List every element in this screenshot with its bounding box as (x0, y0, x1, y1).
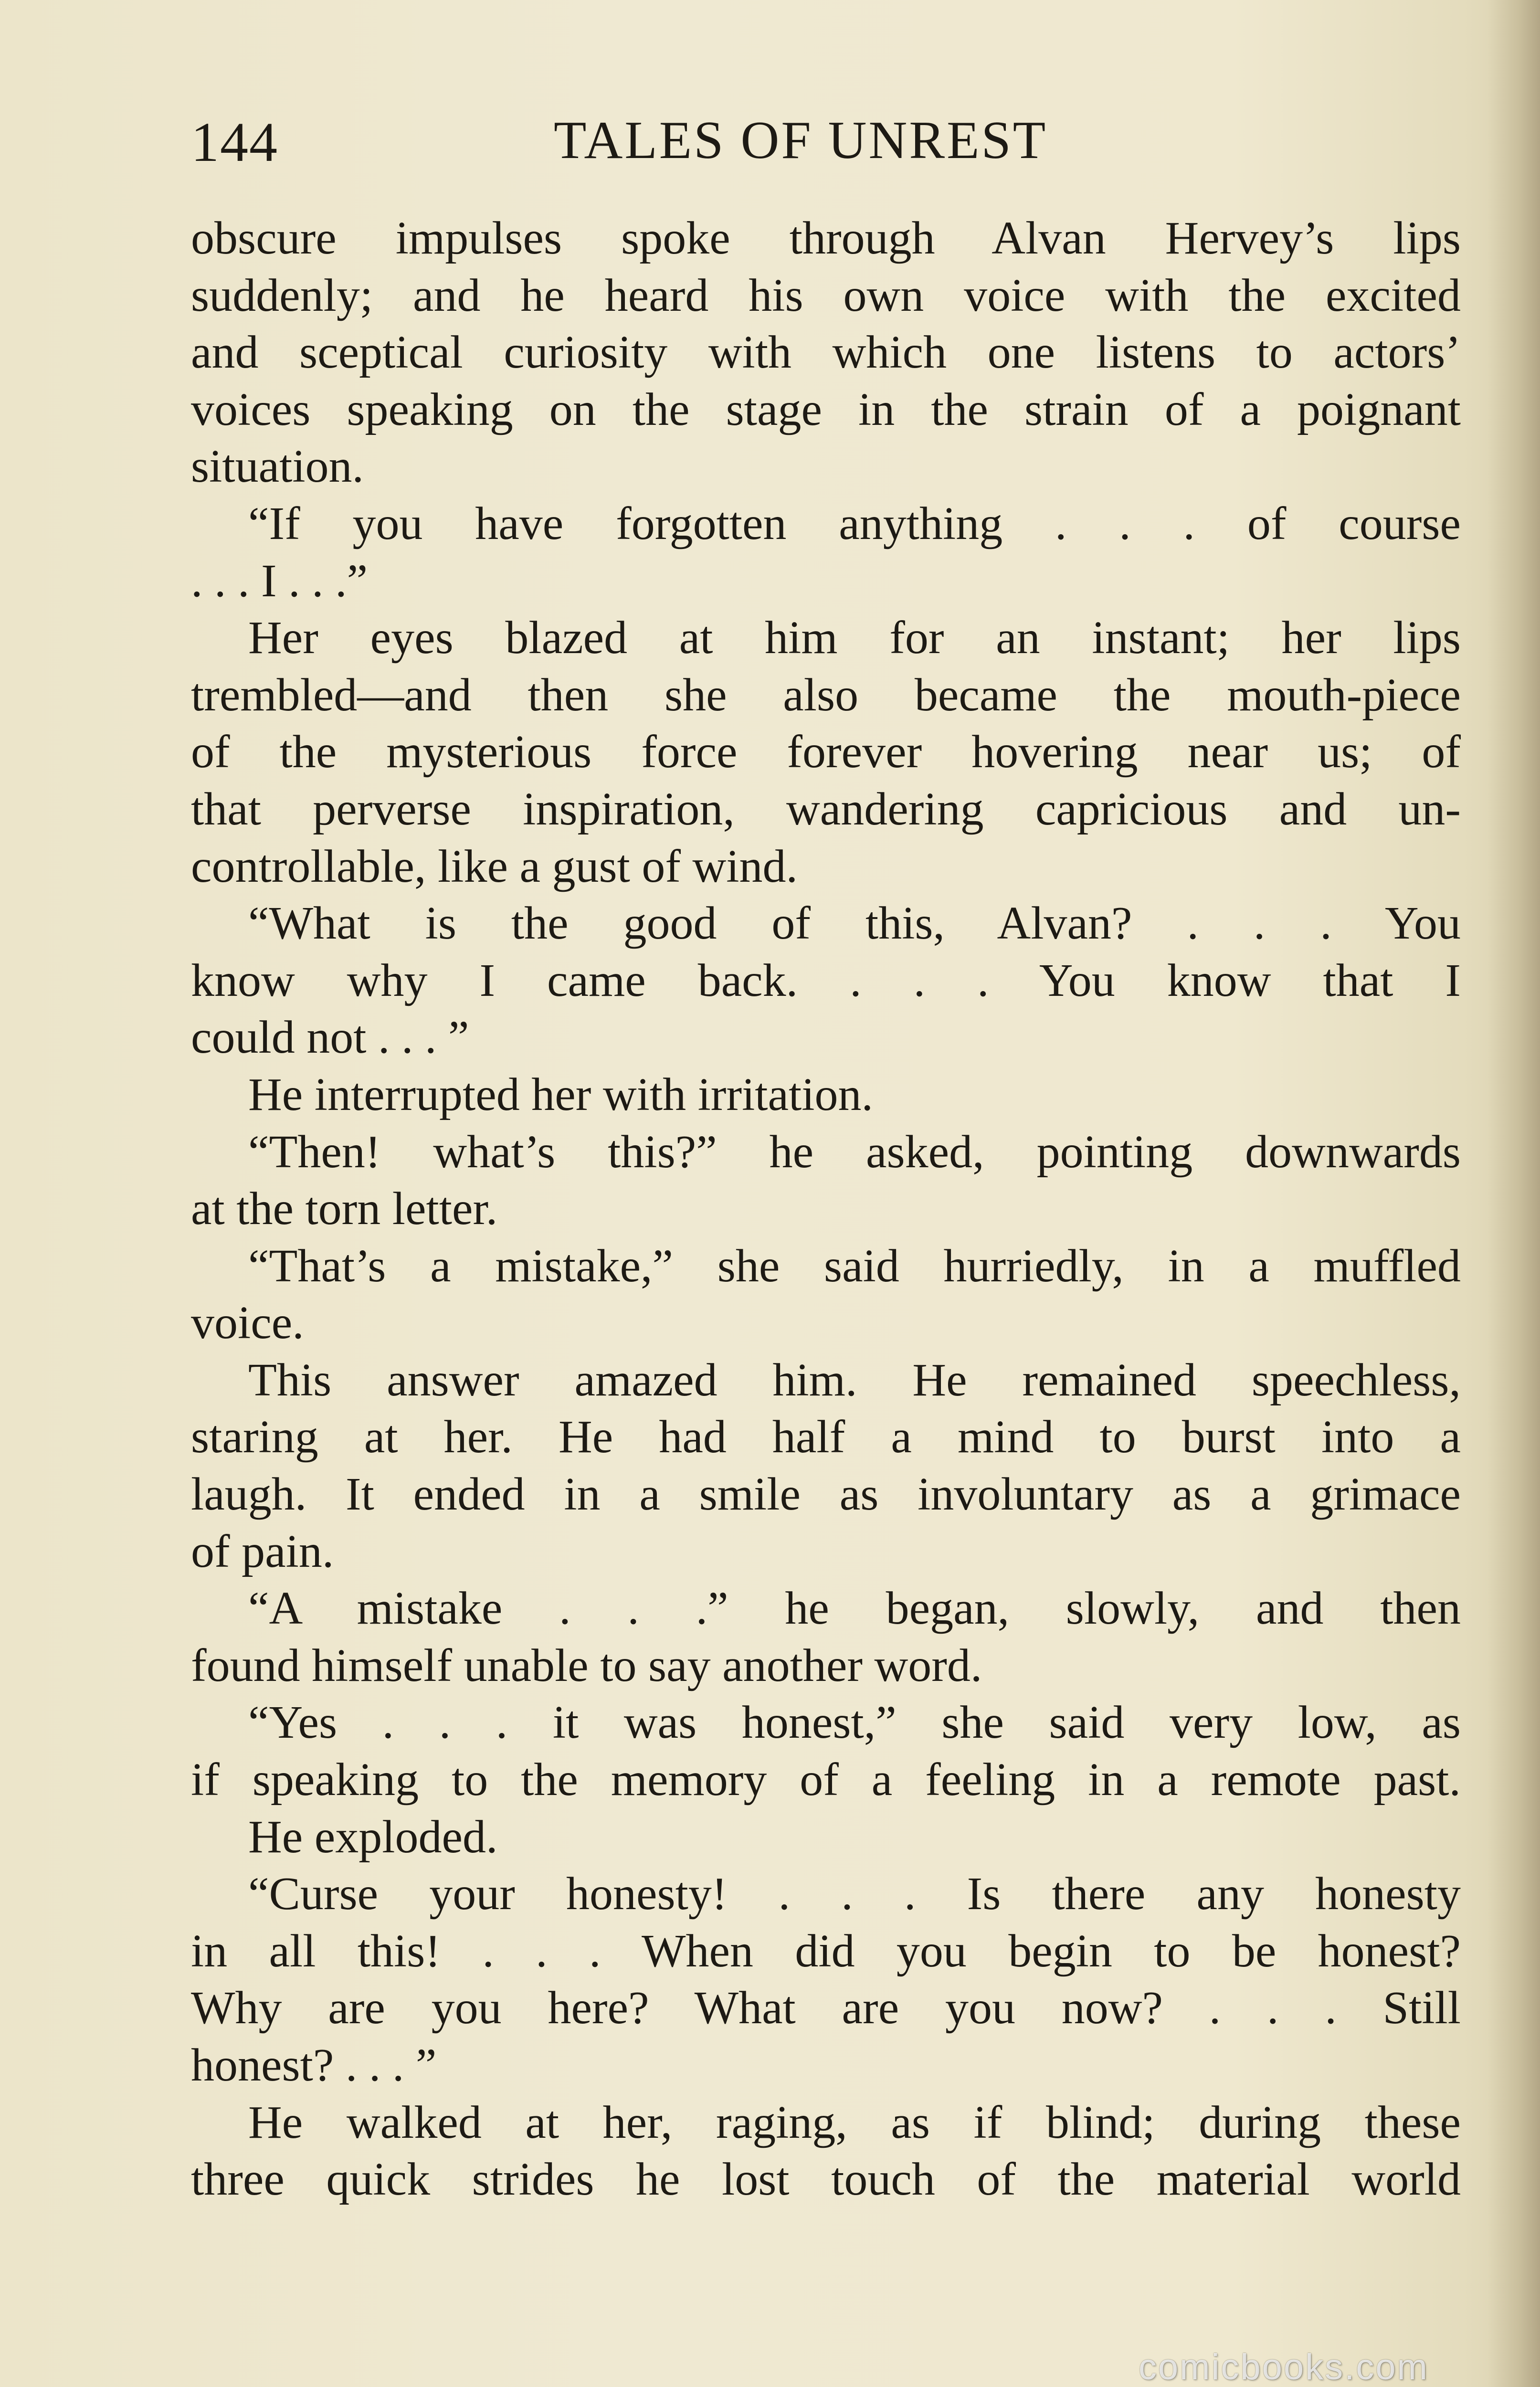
text-line: voice. (191, 1297, 304, 1349)
page-gutter-shadow (1487, 0, 1540, 2387)
text-line: He interrupted her with irritation. (248, 1068, 873, 1120)
text-line: He walked at her, raging, as if blind; during these (248, 2096, 1461, 2148)
text-line: that perverse inspiration, wandering capricious and un- (191, 783, 1461, 835)
text-line: could not . . . ” (191, 1012, 469, 1064)
text-line: of pain. (191, 1525, 334, 1577)
text-line: if speaking to the memory of a feeling in a remote past. (191, 1754, 1461, 1806)
text-line: staring at her. He had half a mind to burst into a (191, 1411, 1461, 1463)
text-line: of the mysterious force forever hovering near us; of (191, 726, 1461, 778)
text-line: “A mistake . . .” he began, slowly, and then (248, 1583, 1461, 1635)
text-line: He exploded. (248, 1811, 498, 1863)
body-text (191, 210, 1461, 2208)
text-line: suddenly; and he heard his own voice with the excited (191, 269, 1461, 321)
text-line: know why I came back. . . . You know that I (191, 954, 1461, 1006)
text-line: “Yes . . . it was honest,” she said very low, as (248, 1697, 1461, 1749)
text-line: found himself unable to say another word. (191, 1639, 982, 1691)
text-line: three quick strides he lost touch of the material world (191, 2154, 1461, 2206)
text-line: at the torn letter. (191, 1183, 498, 1235)
text-line: Why are you here? What are you now? . . . Still (191, 1982, 1461, 2034)
text-line: and sceptical curiosity with which one listens to actors’ (191, 327, 1461, 379)
text-line: controllable, like a gust of wind. (191, 840, 798, 892)
text-line: honest? . . . ” (191, 2039, 437, 2091)
text-line: laugh. It ended in a smile as involuntary as a grimace (191, 1468, 1461, 1521)
running-title: TALES OF UNREST (554, 111, 1048, 170)
text-line: “If you have forgotten anything . . . of course (248, 497, 1461, 549)
text-line: “Then! what’s this?” he asked, pointing downwards (248, 1126, 1461, 1178)
text-line: “Curse your honesty! . . . Is there any honesty (248, 1868, 1461, 1920)
text-line: trembled—and then she also became the mouth-piece (191, 669, 1461, 721)
text-line: obscure impulses spoke through Alvan Hervey’s lips (191, 212, 1461, 264)
page-number: 144 (191, 111, 278, 173)
text-line: voices speaking on the stage in the strain of a poignant (191, 383, 1461, 435)
text-line: . . . I . . .” (191, 555, 368, 607)
watermark: comicbooks.com (1139, 2347, 1429, 2387)
text-line: situation. (191, 441, 364, 493)
page-header (191, 110, 1470, 177)
text-line: This answer amazed him. He remained speechless, (248, 1354, 1461, 1406)
text-line: Her eyes blazed at him for an instant; her lips (248, 612, 1461, 664)
text-line: “What is the good of this, Alvan? . . . You (248, 898, 1461, 950)
text-line: in all this! . . . When did you begin to be honest? (191, 1925, 1461, 1977)
text-line: “That’s a mistake,” she said hurriedly, in a muffled (248, 1240, 1461, 1292)
